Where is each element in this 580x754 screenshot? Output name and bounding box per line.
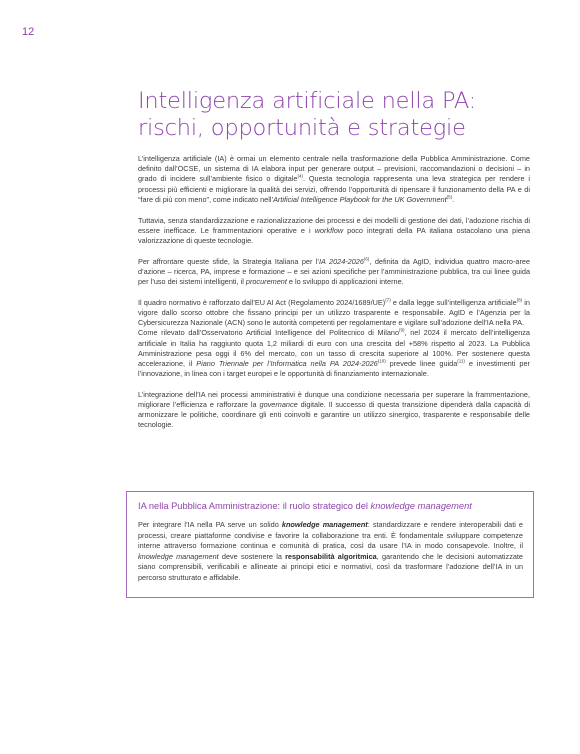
knowledge-management-box — [126, 491, 534, 598]
italic-text: IA 2024-2026 — [319, 256, 364, 266]
bold-italic-text: knowledge management — [281, 520, 368, 529]
page-title-line-2: rischi, opportunità e strategie — [138, 115, 466, 141]
page-title — [138, 88, 538, 142]
box-title: IA nella Pubblica Amministrazione: il ruolo strategico del knowledge management — [138, 501, 472, 511]
italic-text: knowledge management — [138, 551, 219, 561]
footnote-ref: (5) — [446, 194, 453, 200]
box-paragraph: Per integrare l’IA nella PA serve un solido knowledge management: standardizzare e rendere interoperabili dati e processi, creare piattaforme condivise e favorire la collaborazione tra enti. È fondamentale sviluppare competenze interne attraverso formazione continua e comunità di pratica, così da usare l’IA in modo consapevole. Inoltre, il knowledge management deve sostenere la responsabilità algoritmica, garantendo che le decisioni automatizzate siano comprensibili, verificabili e allineate ai principi etici e normativi, così da trasformare l’adozione dell’IA in un percorso strutturato e affidabile. — [138, 520, 523, 582]
footnote-ref: (4) — [297, 173, 303, 179]
page-title-line-1: Intelligenza artificiale nella PA: — [138, 88, 477, 114]
footnote-ref: (7) — [385, 297, 391, 303]
paragraph-regulation: Il quadro normativo è rafforzato dall’EU AI Act (Regolamento 2024/1689/UE)$^{(7)}$ e dalla legge sull’intelligenza artificiale$^{(8)}$ in vigore dallo scorso ottobre che fissano principi per un utilizzo trasparente e responsabile. AgID e l’Agenzia per la Cybersicurezza Nazionale (ACN) sono le autorità competenti per regolamentare e vigilare sull’adozione dell’IA nella PA. — [138, 297, 530, 328]
footnote-ref: (11) — [457, 358, 465, 364]
italic-text: Piano Triennale per l’Informatica nella PA 2024-2026 — [196, 358, 378, 368]
paragraph-standardization: Tuttavia, senza standardizzazione e razionalizzazione dei processi e dei modelli di gestione dei dati, l’adozione rischia di essere inefficace. Le frammentazioni operative e i workflow poco integrati della PA italiana ostacolano una piena valorizzazione di queste tecnologie. — [138, 215, 530, 245]
italic-text: governance — [259, 400, 298, 410]
paragraph-integration: L’integrazione dell’IA nei processi amministrativi è dunque una condizione necessaria per superare la frammentazione, migliorare l’efficienza e rafforzare la governance digitale. Il successo di questa transizione dipenderà dalla capacità di armonizzare le politiche, coordinare gli enti coinvolti e garantire un utilizzo sinergico, trasparente e responsabile delle tecnologie. — [138, 389, 530, 430]
footnote-ref: (9) — [399, 327, 405, 333]
paragraph-market: Come rilevato dall’Osservatorio Artificial Intelligence del Politecnico di Milano$^{(9)}$, nel 2024 il mercato dell’intelligenza artificiale in Italia ha raggiunto quota 1,2 miliardi di euro con una crescita del +58% rispetto al 2023. La Pubblica Amministrazione pesa oggi il 6% del mercato, con un tasso di crescita superiore al 100%. Per sostenere questa accelerazione, il Piano Triennale per l’Informatica nella PA 2024-2026$^{(10)}$ prevede linee guida$^{(11)}$ e investimenti per l’innovazione, in linea con i target europei e le opportunità di finanziamento internazionale. — [138, 327, 530, 379]
italic-text: Artificial Intelligence Playbook for the UK Government — [273, 194, 447, 204]
italic-text: workflow — [314, 225, 344, 235]
bold-text: responsabilità algoritmica — [285, 551, 377, 561]
body-text — [138, 154, 530, 441]
footnote-ref: (8) — [516, 297, 523, 303]
footnote-ref: (10) — [377, 358, 386, 364]
footnote-ref: (6) — [363, 256, 370, 262]
page-number: 12 — [22, 26, 35, 38]
paragraph-ia-definition: L’intelligenza artificiale (IA) è ormai un elemento centrale nella trasformazione della Pubblica Amministrazione. Come definito dall’OCSE, un sistema di IA elabora input per generare output – previsioni, raccomandazioni o decisioni – in grado di incidere sull’ambiente fisico o digitale$^{(4)}$. Questa tecnologia rappresenta una leva strategica per rendere i processi più efficienti e migliorare la qualità dei servizi, offrendo l’opportunità di ripensare il funzionamento della PA e di “fare di più con meno”, come indicato nell’Artificial Intelligence Playbook for the UK Government$^{(5)}$. — [138, 154, 530, 204]
paragraph-strategy: Per affrontare queste sfide, la Strategia Italiana per l’IA 2024-2026$^{(6)}$, definita da AgID, individua quattro macro-aree d’azione – ricerca, PA, imprese e formazione – e sei azioni specifiche per l’amministrazione pubblica, tra cui linee guida per l’uso dei sistemi intelligenti, il procurement e lo sviluppo di applicazioni interne. — [138, 256, 531, 287]
italic-text: procurement — [245, 277, 287, 287]
